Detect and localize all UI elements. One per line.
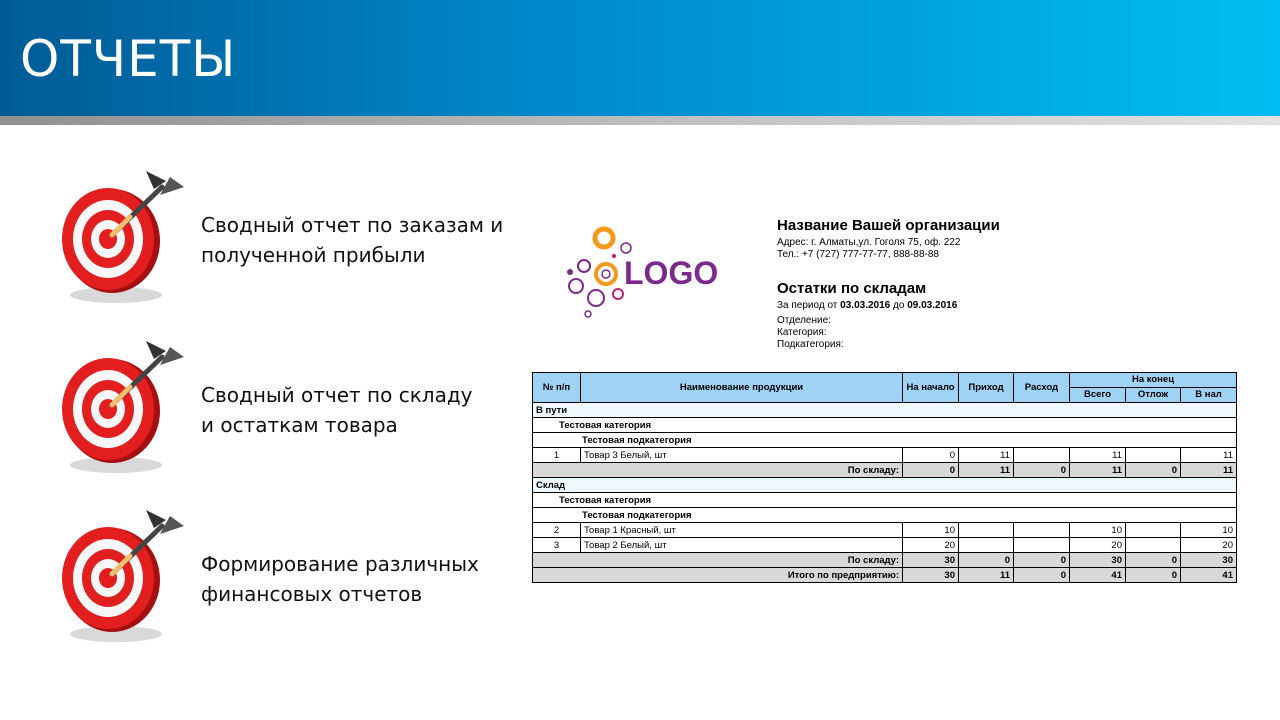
bullet-item	[201, 210, 511, 270]
report-subcategory: Подкатегория:	[777, 339, 844, 350]
cell-start: 0	[903, 463, 959, 478]
cell-number: 3	[533, 538, 581, 553]
cell-income: 11	[959, 448, 1014, 463]
col-header-end: На конец	[1070, 373, 1237, 388]
cell-end-deferred	[1126, 448, 1181, 463]
subtotal-row	[533, 553, 1237, 568]
cell-end-deferred: 0	[1126, 553, 1181, 568]
cell-income: 11	[959, 568, 1014, 583]
table-row	[533, 448, 1237, 463]
report-category: Категория:	[777, 327, 827, 338]
subtotal-label: По складу:	[533, 463, 903, 478]
cell-income: 0	[959, 553, 1014, 568]
organization-address: Адрес: г. Алматы,ул. Гоголя 75, оф. 222	[777, 237, 961, 248]
group-row	[533, 478, 1237, 493]
table-row	[533, 538, 1237, 553]
cell-expense: 0	[1014, 568, 1070, 583]
cell-end-available: 30	[1181, 553, 1237, 568]
bullet-line: финансовых отчетов	[201, 582, 423, 606]
cell-end-available: 11	[1181, 448, 1237, 463]
grand-total-label: Итого по предприятию:	[533, 568, 903, 583]
organization-name: Название Вашей организации	[777, 217, 1000, 234]
col-header-start: На начало	[903, 373, 959, 403]
target-icon	[50, 337, 190, 477]
subcategory-name: Тестовая подкатегория	[533, 508, 1237, 523]
cell-expense	[1014, 538, 1070, 553]
subcategory-row	[533, 433, 1237, 448]
cell-start: 10	[903, 523, 959, 538]
cell-end-deferred: 0	[1126, 463, 1181, 478]
group-name: Склад	[533, 478, 1237, 493]
report-period: За период от 03.03.2016 до 09.03.2016	[777, 300, 958, 311]
cell-number: 2	[533, 523, 581, 538]
cell-end-total: 11	[1070, 448, 1126, 463]
col-header-end-available: В нал	[1181, 388, 1237, 403]
bullet-item	[201, 380, 511, 440]
grand-total-row	[533, 568, 1237, 583]
logo-text: LOGO	[624, 255, 719, 291]
subtotal-label: По складу:	[533, 553, 903, 568]
category-row	[533, 418, 1237, 433]
cell-product: Товар 1 Красный, шт	[581, 523, 903, 538]
cell-income	[959, 523, 1014, 538]
bullet-line: Сводный отчет по складу	[201, 383, 473, 407]
col-header-end-total: Всего	[1070, 388, 1126, 403]
cell-end-deferred	[1126, 523, 1181, 538]
cell-end-available: 11	[1181, 463, 1237, 478]
report-title: Остатки по складам	[777, 280, 927, 297]
subtotal-row	[533, 463, 1237, 478]
cell-end-available: 20	[1181, 538, 1237, 553]
cell-end-deferred	[1126, 538, 1181, 553]
target-icon	[50, 167, 190, 307]
cell-number: 1	[533, 448, 581, 463]
category-name: Тестовая категория	[533, 418, 1237, 433]
cell-end-total: 10	[1070, 523, 1126, 538]
cell-product: Товар 2 Белый, шт	[581, 538, 903, 553]
slide-title: ОТЧЕТЫ	[20, 30, 237, 88]
bullet-line: Формирование различных	[201, 552, 479, 576]
cell-end-total: 20	[1070, 538, 1126, 553]
logo	[560, 222, 740, 322]
cell-product: Товар 3 Белый, шт	[581, 448, 903, 463]
cell-end-total: 41	[1070, 568, 1126, 583]
cell-expense: 0	[1014, 553, 1070, 568]
cell-end-total: 11	[1070, 463, 1126, 478]
bullet-item	[201, 549, 511, 609]
cell-expense: 0	[1014, 463, 1070, 478]
col-header-name: Наименование продукции	[581, 373, 903, 403]
report-department: Отделение:	[777, 315, 831, 326]
col-header-expense: Расход	[1014, 373, 1070, 403]
group-name: В пути	[533, 403, 1237, 418]
bullet-line: Сводный отчет по заказам и	[201, 213, 504, 237]
header-divider	[0, 116, 1280, 125]
category-name: Тестовая категория	[533, 493, 1237, 508]
subcategory-row	[533, 508, 1237, 523]
table-row	[533, 523, 1237, 538]
col-header-number: № п/п	[533, 373, 581, 403]
bullet-line: и остаткам товара	[201, 413, 398, 437]
group-row	[533, 403, 1237, 418]
bullet-line: полученной прибыли	[201, 243, 426, 267]
cell-start: 30	[903, 568, 959, 583]
organization-phone: Тел.: +7 (727) 777-77-77, 888-88-88	[777, 249, 939, 260]
col-header-income: Приход	[959, 373, 1014, 403]
cell-income: 11	[959, 463, 1014, 478]
cell-end-total: 30	[1070, 553, 1126, 568]
slide-header	[0, 0, 1280, 116]
cell-end-available: 10	[1181, 523, 1237, 538]
cell-income	[959, 538, 1014, 553]
category-row	[533, 493, 1237, 508]
subcategory-name: Тестовая подкатегория	[533, 433, 1237, 448]
cell-start: 30	[903, 553, 959, 568]
cell-start: 0	[903, 448, 959, 463]
stock-report-table	[532, 372, 1237, 583]
target-icon	[50, 506, 190, 646]
cell-expense	[1014, 523, 1070, 538]
cell-end-available: 41	[1181, 568, 1237, 583]
col-header-end-deferred: Отлож	[1126, 388, 1181, 403]
cell-start: 20	[903, 538, 959, 553]
cell-end-deferred: 0	[1126, 568, 1181, 583]
cell-expense	[1014, 448, 1070, 463]
